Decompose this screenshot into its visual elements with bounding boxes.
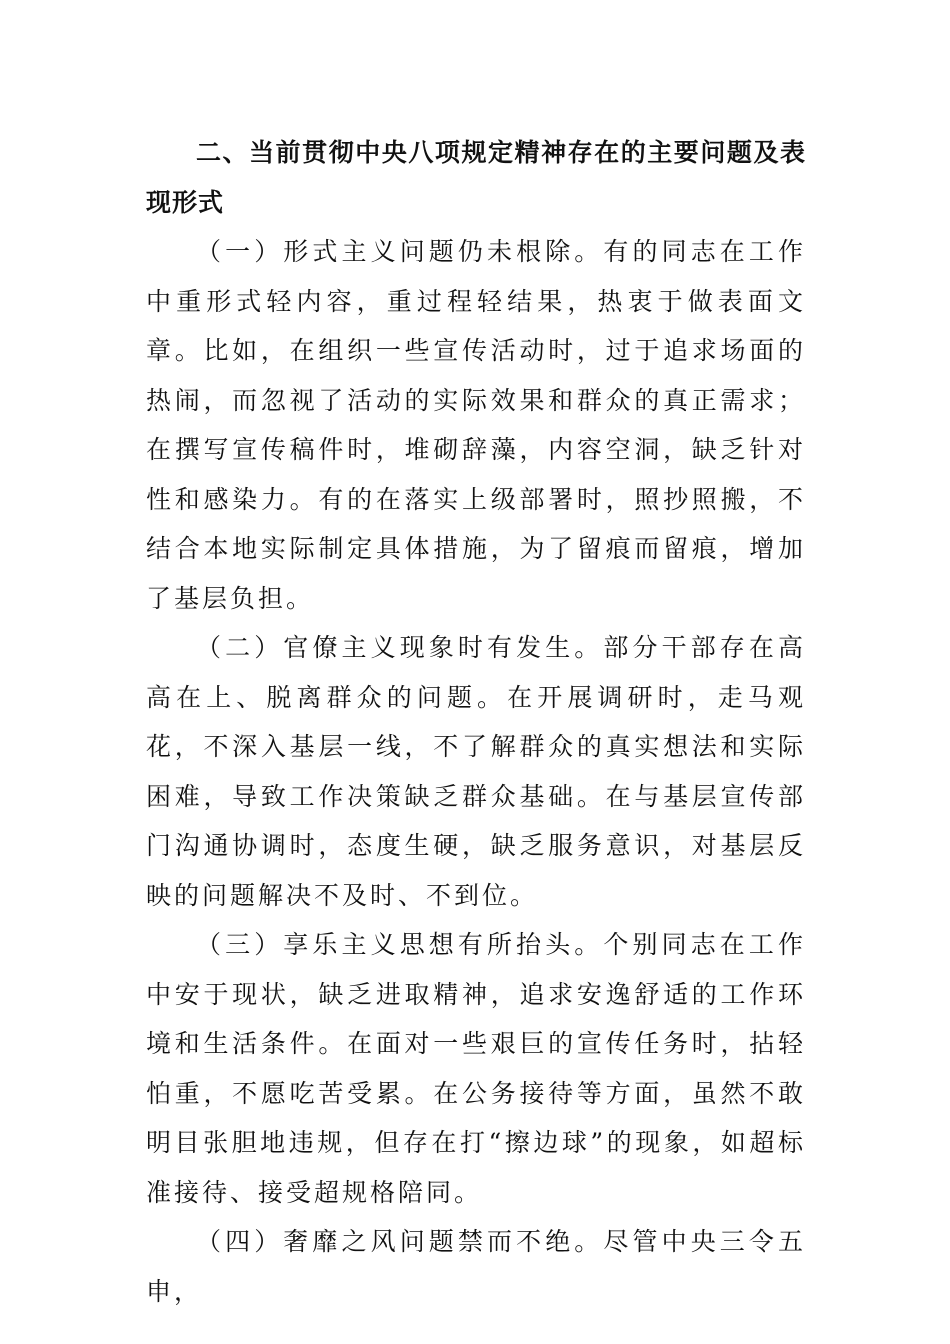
section-heading: 二、当前贯彻中央八项规定精神存在的主要问题及表现形式: [146, 138, 806, 217]
paragraph-formalism: （一）形式主义问题仍未根除。有的同志在工作中重形式轻内容，重过程轻结果，热衷于做表面文章。比如，在组织一些宣传活动时，过于追求场面的热闹，而忽视了活动的实际效果和群众的真正需求；在撰写宣传稿件时，堆砌辞藻，内容空洞，缺乏针对性和感染力。有的在落实上级部署时，照抄照搬，不结合本地实际制定具体措施，为了留痕而留痕，增加了基层负担。: [146, 237, 806, 613]
paragraph-extravagance: （四）奢靡之风问题禁而不绝。尽管中央三令五申，: [146, 1227, 806, 1306]
paragraph-hedonism: （三）享乐主义思想有所抬头。个别同志在工作中安于现状，缺乏进取精神，追求安逸舒适的工作环境和生活条件。在面对一些艰巨的宣传任务时，拈轻怕重，不愿吃苦受累。在公务接待等方面，虽然不敢明目张胆地违规，但存在打“擦边球”的现象，如超标准接待、接受超规格陪同。: [146, 930, 806, 1207]
document-body: [146, 128, 806, 1316]
paragraph-bureaucratism: （二）官僚主义现象时有发生。部分干部存在高高在上、脱离群众的问题。在开展调研时，走马观花，不深入基层一线，不了解群众的真实想法和实际困难，导致工作决策缺乏群众基础。在与基层宣传部门沟通协调时，态度生硬，缺乏服务意识，对基层反映的问题解决不及时、不到位。: [146, 633, 806, 910]
